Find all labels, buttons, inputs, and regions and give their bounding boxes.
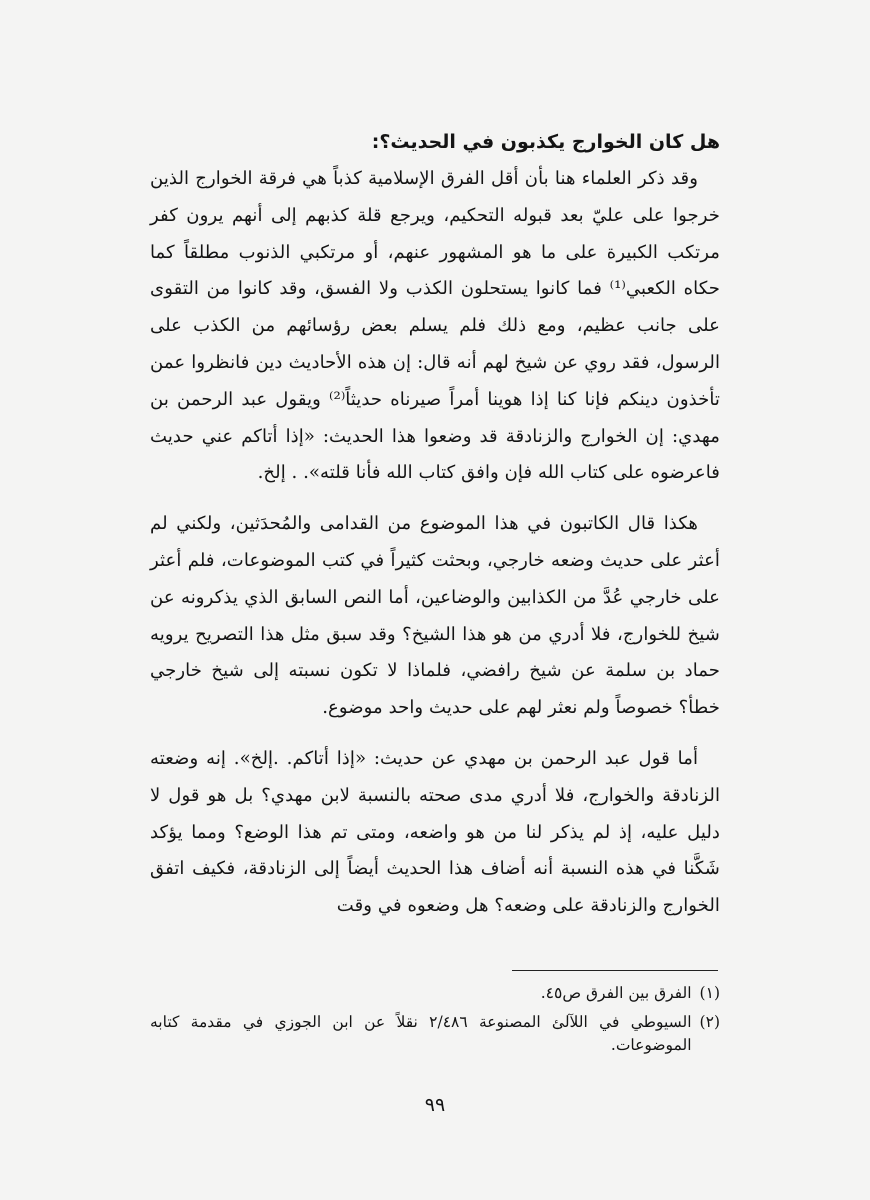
footnote-text: السيوطي في اللآلئ المصنوعة ٢/٤٨٦ نقلاً عن ابن الجوزي في مقدمة كتابه الموضوعات. (150, 1013, 692, 1054)
footnote-marker: (١) (699, 984, 720, 1002)
footnote-2 (150, 1011, 720, 1057)
section-heading: هل كان الخوارج يكذبون في الحديث؟: (371, 131, 720, 153)
paragraph-1: وقد ذكر العلماء هنا بأن أقل الفرق الإسلامية كذباً هي فرقة الخوارج الذين خرجوا على عليّ بعد قبوله التحكيم، ويرجع قلة كذبهم إلى أنهم يرون كفر مرتكب الكبيرة على ما هو المشهور عنهم، أو مرتكبي الذنوب مطلقاً كما حكاه الكعبي⁽¹⁾ فما كانوا يستحلون الكذب ولا الفسق، وقد كانوا من التقوى على جانب عظيم، ومع ذلك فلم يسلم بعض رؤسائهم من الكذب على الرسول، فقد روي عن شيخ لهم أنه قال: إن هذه الأحاديث دين فانظروا عمن تأخذون دينكم فإنا كنا إذا هوينا أمراً صيرناه حديثاً⁽²⁾ ويقول عبد الرحمن بن مهدي: إن الخوارج والزنادقة قد وضعوا هذا الحديث: «إذا أتاكم عني حديث فاعرضوه على كتاب الله فإن وافق كتاب الله فأنا قلته». . إلخ. (150, 168, 720, 484)
paragraph-2: هكذا قال الكاتبون في هذا الموضوع من القدامى والمُحدَثين، ولكني لم أعثر على حديث وضعه خارجي، وبحثت كثيراً في كتب الموضوعات، فلم أعثر على خارجي عُدَّ من الكذابين والوضاعين، أما النص السابق الذي يذكرونه عن شيخ للخوارج، فلا أدري من هو هذا الشيخ؟ وقد سبق مثل هذا التصريح يرويه حماد بن سلمة عن شيخ رافضي، فلماذا لا تكون نسبته إلى شيخ خارجي خطأ؟ خصوصاً ولم نعثر لهم على حديث واحد موضوع. (150, 513, 720, 719)
paragraph-3: أما قول عبد الرحمن بن مهدي عن حديث: «إذا أتاكم. .إلخ». إنه وضعته الزنادقة والخوارج، فلا أدري مدى صحته بالنسبة لابن مهدي؟ بل هو قول لا دليل عليه، إذ لم يذكر لنا من هو واضعه، ومتى تم هذا الوضع؟ ومما يؤكد شَكَّنا في هذه النسبة أنه أضاف هذا الحديث أيضاً إلى الزنادقة، فكيف اتفق الخوارج والزنادقة على وضعه؟ هل وضعوه في وقت (150, 747, 720, 917)
page-number: ٩٩ (424, 1094, 446, 1116)
footnote-text: الفرق بين الفرق ص٤٥. (540, 984, 692, 1002)
footnotes (150, 982, 720, 1063)
footnote-divider (512, 970, 718, 971)
footnote-1 (150, 982, 720, 1005)
footnote-marker: (٢) (699, 1013, 720, 1031)
main-text (150, 125, 720, 939)
